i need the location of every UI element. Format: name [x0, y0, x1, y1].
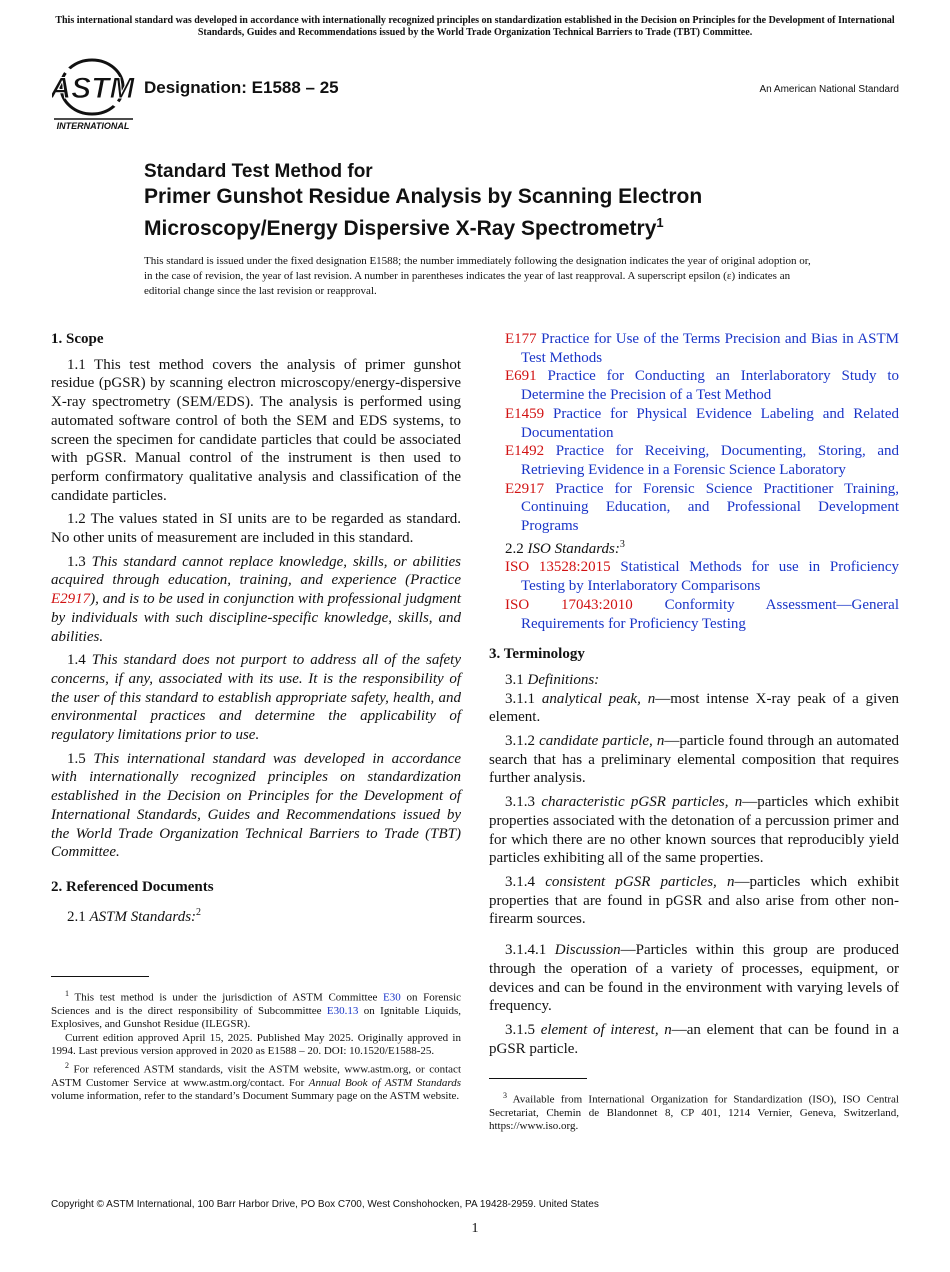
- section-heading-scope: 1. Scope: [51, 331, 104, 347]
- astm-reference-list: [489, 330, 899, 536]
- title-line-1: Standard Test Method for: [144, 161, 373, 182]
- reference-item[interactable]: E177 Practice for Use of the Terms Precision and Bias in ASTM Test Methods: [505, 331, 900, 366]
- copyright-notice: Copyright © ASTM International, 100 Barr Harbor Drive, PO Box C700, West Conshohocken, PA 19428-2959. United States: [51, 1199, 599, 1210]
- definition-item: 3.1.2 candidate particle, n—particle found through an automated search that has a preliminary elemental composition that requires further analysis.: [489, 733, 900, 787]
- definition-item: 3.1.5 element of interest, n—an element that can be found in a pGSR particle.: [489, 1021, 900, 1057]
- left-footnotes: [51, 976, 461, 1104]
- definition-item: 3.1.4 consistent pGSR particles, n—particles which exhibit properties that are found in pGSR and also arise from other non-firearm sources.: [489, 873, 899, 928]
- svg-text:INTERNATIONAL: INTERNATIONAL: [56, 121, 130, 131]
- astm-logo: [52, 57, 136, 133]
- astm-standards-label: 2.1 ASTM Standards:$^2$: [67, 906, 202, 925]
- reference-item[interactable]: ISO 13528:2015 Statistical Methods for use in Proficiency Testing by Interlaboratory Comparisons: [505, 559, 900, 595]
- designation: Designation: E1588 – 25: [144, 78, 339, 97]
- page-number: 1: [471, 1221, 479, 1236]
- right-column: [489, 330, 899, 1063]
- astm-logo-icon: [52, 57, 136, 133]
- footnote-rule: [51, 976, 149, 977]
- footnote-2: $^2$ For referenced ASTM standards, visit the ASTM website, www.astm.org, or contact ASTM Customer Service at www.astm.org/contact. For Annual Book of ASTM Standards volume information, refer to the standard’s Document Summary page on the ASTM website.: [51, 1060, 462, 1103]
- link-e2917[interactable]: E2917: [51, 591, 91, 608]
- link-e30[interactable]: E30: [383, 991, 401, 1004]
- definition-item: 3.1.3 characteristic pGSR particles, n—particles which exhibit properties associated with the detonation of a percussion primer and for which there are no other known sources that reproducibly yield particles exhibiting all of the same properties.: [489, 794, 899, 867]
- footnote-rule: [489, 1078, 587, 1079]
- iso-standards-label: 2.2 ISO Standards:$^3$: [505, 538, 625, 557]
- footnote-1-edition: Current edition approved April 15, 2025. Published May 2025. Originally approved in 1994. Last previous version approved in 2020 as E1588 – 20. DOI: 10.1520/E1588-25.: [51, 1031, 461, 1058]
- reference-item[interactable]: ISO 17043:2010 Conformity Assessment—General Requirements for Proficiency Testing: [505, 596, 899, 632]
- footnote-1: $^1$ This test method is under the jurisdiction of ASTM Committee E30 on Forensic Sciences and is the direct responsibility of Subcommittee E30.13 on Ignitable Liquids, Explosives, and Gunshot Residue (ILEGSR).: [51, 989, 462, 1031]
- top-notice: This international standard was developed in accordance with internationally recognized principles on standardization established in the Decision on Principles for the Development of International Standards, Guides and Recommendations issued by the World Trade Organization Technical Barriers to Trade (TBT) Committee.: [55, 15, 895, 38]
- title-footnote-mark: 1: [656, 215, 664, 230]
- reference-item[interactable]: E691 Practice for Conducting an Interlaboratory Study to Determine the Precision of a Test Method: [505, 368, 899, 404]
- title-line-3: Microscopy/Energy Dispersive X-Ray Spectrometry$^1$: [144, 215, 664, 240]
- iso-reference-list: [489, 558, 899, 633]
- left-column: [51, 330, 461, 926]
- right-footnotes: [489, 1078, 899, 1134]
- discussion-item: 3.1.4.1 Discussion—Particles within this group are produced through the operation of a variety of processes, equipment, or devices and can be found in the environment with varying levels of frequency.: [489, 942, 900, 1015]
- definitions-label: 3.1 Definitions:: [505, 671, 600, 688]
- reference-item[interactable]: E1492 Practice for Receiving, Documenting, Storing, and Retrieving Evidence in a Forensic Science Laboratory: [505, 443, 900, 478]
- national-standard-label: An American National Standard: [759, 84, 899, 95]
- svg-text:ASTM: ASTM: [52, 72, 135, 105]
- reference-item[interactable]: E2917 Practice for Forensic Science Practitioner Training, Continuing Education, and Professional Development Programs: [505, 480, 900, 535]
- section-heading-terminology: 3. Terminology: [489, 646, 585, 663]
- title-line-2: Primer Gunshot Residue Analysis by Scanning Electron: [144, 185, 703, 208]
- issue-note: This standard is issued under the fixed designation E1588; the number immediately following the designation indicates the year of original adoption or, in the case of revision, the year of last revision. A number in parentheses indicates the year of last reapproval. A superscript epsilon (ε) indicates an editorial change since the last revision or reapproval.: [144, 255, 811, 297]
- reference-item[interactable]: E1459 Practice for Physical Evidence Labeling and Related Documentation: [505, 405, 900, 441]
- link-e30-13[interactable]: E30.13: [326, 1005, 359, 1018]
- footnote-3: $^3$ Available from International Organization for Standardization (ISO), ISO Central Secretariat, Chemin de Blandonnet 8, CP 401, 1214 Vernier, Geneva, Switzerland, https://www.iso.org.: [489, 1091, 899, 1133]
- paragraph-1-3: 1.3 This standard cannot replace knowledge, skills, or abilities acquired through education, training, and experience (Practice E2917), and is to be used in conjunction with professional judgment by individuals with such discipline-specific knowledge, skills, and abilities.: [51, 553, 462, 645]
- paragraph-1-4: 1.4 This standard does not purport to address all of the safety concerns, if any, associated with its use. It is the responsibility of the user of this standard to establish appropriate safety, health, and environmental practices and determine the applicability of regulatory limitations prior to use.: [51, 652, 462, 744]
- paragraph-1-5: 1.5 This international standard was developed in accordance with internationally recognized principles on standardization established in the Decision on Principles for the Development of International Standards, Guides and Recommendations issued by the World Trade Organization Technical Barriers to Trade (TBT) Committee.: [51, 750, 462, 861]
- definition-item: 3.1.1 analytical peak, n—most intense X-ray peak of a given element.: [489, 690, 900, 726]
- section-heading-referenced: 2. Referenced Documents: [51, 878, 214, 895]
- paragraph-1-1: 1.1 This test method covers the analysis of primer gunshot residue (pGSR) by scanning electron microscopy/energy-dispersive X-ray spectrometry (SEM/EDS). The analysis is performed using automated software control of both the SEM and EDS systems, to screen the specimen for candidate particles that could be associated with pGSR. Manual control of the instrument is then used to perform confirmatory qualitative analysis and classification of the candidate particles.: [51, 356, 461, 504]
- paragraph-1-2: 1.2 The values stated in SI units are to be regarded as standard. No other units of measurement are included in this standard.: [51, 511, 461, 547]
- document-title: [144, 160, 864, 242]
